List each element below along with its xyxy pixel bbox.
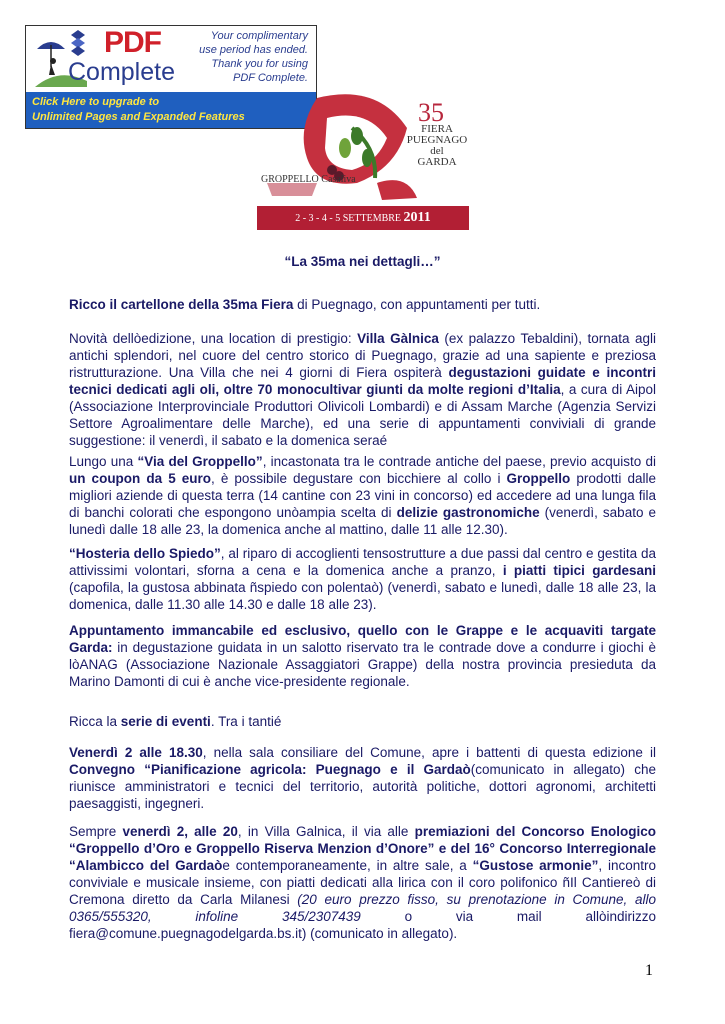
text-bold: Venerdì 2 alle 18.30 bbox=[69, 745, 203, 760]
text-run: , incontro conviviale e musicale insieme, con piatti dedicati alla lirica con il coro polifonico ñIl Cantiereò di Cremona diretto da Carla Milanesi bbox=[69, 858, 656, 907]
text-run: Lungo una bbox=[69, 454, 138, 469]
upgrade-line[interactable]: Unlimited Pages and Expanded Features bbox=[32, 111, 245, 123]
text-run: , incastonata tra le contrade antiche del paese, previo acquisto di bbox=[262, 454, 656, 469]
text-run: , al riparo di accoglienti tensostrutture a due passi dal centro e gestita da attivissimi volontari, sforna a cena e la domenica anche a pranzo, bbox=[69, 546, 656, 578]
paragraph-2 bbox=[69, 330, 656, 449]
text-bold: venerdì 2, alle 20 bbox=[122, 824, 238, 839]
text-bold: Appuntamento immancabile ed esclusivo, quello con le Grappe e le acquaviti targate Garda: bbox=[69, 623, 656, 655]
message-line: use period has ended. bbox=[199, 44, 308, 56]
paragraph-7 bbox=[69, 744, 656, 812]
text-bold: “Via del Groppello” bbox=[137, 454, 263, 469]
paragraph-8 bbox=[69, 823, 656, 942]
fair-dates: 2 - 3 - 4 - 5 SETTEMBRE bbox=[295, 213, 402, 224]
text-bold: serie di eventi bbox=[120, 714, 211, 729]
text-bold: i piatti tipici gardesani bbox=[502, 563, 657, 578]
groppello-label: GROPPELLO Casaliva bbox=[261, 174, 356, 185]
fair-name-line: FIERA bbox=[421, 123, 453, 135]
text-run: (comunicato in allegato) che riunisce amministratori e tecnici del territorio, autorità politiche, dottori agronomi, architetti paesaggisti, ingegneri. bbox=[69, 762, 656, 811]
text-run: (capofila, la gustosa abbinata ñspiedo con polentaò) (venerdì, sabato e lunedì, dalle 18 alle 23, la domenica, dalle 11.30 alle 14.30 e dalle 18 alle 23). bbox=[69, 580, 656, 612]
text-run: Ricca la bbox=[69, 714, 121, 729]
text-run: Sempre bbox=[69, 824, 123, 839]
text-run: , a cura di Aipol (Associazione Interprovinciale Produttori Olivicoli Lombardi) e di Assam Marche (Agenzia Servizi Settore Agroalimentare delle Marche), ed una serie di appuntamenti conviviali di grande suggestione: il venerdì, il sabato e la domenica seraé bbox=[69, 382, 656, 448]
text-run: Novità dellòedizione, una location di prestigio: bbox=[69, 331, 358, 346]
text-bold: “Hosteria dello Spiedo” bbox=[69, 546, 221, 561]
page-number: 1 bbox=[645, 962, 653, 979]
text-bold: “Gustose armonie” bbox=[472, 858, 599, 873]
fair-name-line: del bbox=[430, 145, 444, 157]
upgrade-text[interactable] bbox=[32, 95, 245, 125]
layers-icon bbox=[70, 28, 86, 58]
text-bold: un coupon da 5 euro bbox=[69, 471, 212, 486]
fair-name-line: PUEGNAGO bbox=[406, 134, 468, 146]
text-italic: (20 euro prezzo fisso, su prenotazione in Comune, allo 0365/555320, infoline 345/2307439 bbox=[69, 892, 656, 924]
fair-dates-band bbox=[257, 206, 469, 230]
fair-edition-number: 35 bbox=[418, 98, 444, 127]
text-bold: Groppello bbox=[506, 471, 571, 486]
text-bold: Villa Gàlnica bbox=[357, 331, 439, 346]
text-bold: Convegno “Pianificazione agricola: Puegnago e il Gardaò bbox=[69, 762, 471, 777]
message-line: Thank you for using bbox=[211, 58, 308, 70]
upgrade-line[interactable]: Click Here to upgrade to bbox=[32, 96, 160, 108]
text-bold: Ricco il cartellone della 35ma Fiera bbox=[69, 297, 294, 312]
text-bold: degustazioni guidate e incontri tecnici dedicati agli oli, oltre 70 monocultivar giunti da molte regioni d’Italia bbox=[69, 365, 656, 397]
text-run: di Puegnago, con appuntamenti per tutti. bbox=[293, 297, 541, 312]
complete-word: Complete bbox=[68, 58, 175, 86]
banner-top bbox=[26, 26, 316, 92]
text-run: (ex palazzo Tebaldini), tornata agli antichi splendori, nel cuore del centro storico di Puegnago, grazie ad una sapiente e preziosa ristrutturazione. Una Villa che nei 4 giorni di Fiera ospiterà bbox=[69, 331, 656, 380]
paragraph-5 bbox=[69, 622, 656, 690]
trial-ended-message bbox=[168, 29, 308, 85]
text-run: . Tra i tantié bbox=[210, 714, 282, 729]
text-run: (venerdì, sabato e lunedì dalle 18 alle 23, la domenica anche al mattino, dalle 11 alle 12.30). bbox=[69, 505, 656, 537]
text-run: , in Villa Galnica, il via alle bbox=[237, 824, 415, 839]
text-run: , è possibile degustare con bicchiere al collo i bbox=[211, 471, 507, 486]
paragraph-3 bbox=[69, 453, 656, 538]
text-bold: premiazioni del Concorso Enologico “Groppello d’Oro e Groppello Riserva Menzion d’Onore” e del 16° Concorso Interregionale “Alambicco del Gardaò bbox=[69, 824, 656, 873]
text-bold: delizie gastronomiche bbox=[396, 505, 540, 520]
text-run: , nella sala consiliare del Comune, apre i battenti di questa edizione il bbox=[202, 745, 656, 760]
document-subtitle: “La 35ma nei dettagli…” bbox=[284, 254, 441, 269]
text-run: prodotti dalle migliori aziende di questa terra (14 cantine con 23 vini in concorso) ed accedere ad una lunga fila di banchi colorati che espongono unòampia scelta di bbox=[69, 471, 656, 520]
text-run: in degustazione guidata in un salotto riservato tra le contrade dove a condurre i giochi è lòANAG (Associazione Nazionale Assaggiatori Grappe) della nostra provincia presieduta da Marino Damonti di cui è anche vice-presidente regionale. bbox=[69, 640, 656, 689]
paragraph-4 bbox=[69, 545, 656, 613]
text-run: o via mail allòindirizzo fiera@comune.puegnagodelgarda.bs.it) (comunicato in allegato). bbox=[69, 909, 656, 941]
pdf-word: PDF bbox=[104, 26, 161, 59]
fair-name-line: GARDA bbox=[417, 156, 457, 168]
fair-year: 2011 bbox=[403, 210, 431, 225]
text-run: e contemporaneamente, in altre sale, a bbox=[222, 858, 473, 873]
paragraph-6 bbox=[69, 713, 656, 730]
fair-name bbox=[404, 124, 470, 168]
message-line: Your complimentary bbox=[210, 30, 308, 42]
message-line: PDF Complete. bbox=[233, 72, 308, 84]
paragraph-1 bbox=[69, 296, 656, 313]
